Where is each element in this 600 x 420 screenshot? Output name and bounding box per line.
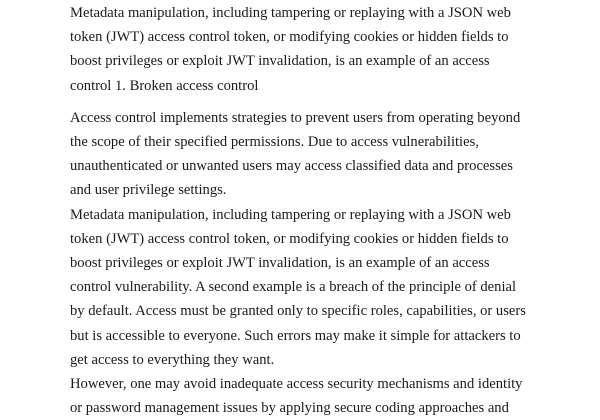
paragraph-jwt-intro: Metadata manipulation, including tampering or replaying with a JSON web token (JWT) access control token, or modifying cookies or hidden fields to boost privileges or exploit JWT invalidation, is an example of an access control 1. Broken access control bbox=[70, 5, 511, 94]
paragraph-mitigation: However, one may avoid inadequate access security mechanisms and identity or password management issues by applying secure coding approaches and bbox=[70, 376, 523, 417]
paragraph-metadata-manipulation: Metadata manipulation, including tampering or replaying with a JSON web token (JWT) access control token, or modifying cookies or hidden fields to boost privileges or exploit JWT invalidation, is an example of an access control vulnerability. A second example is a breach of the principle of denial by default. Access must be granted only to specific roles, capabilities, or users but is accessible to everyone. Such errors may make it simple for attackers to get access to everything they want. bbox=[70, 206, 526, 368]
document-page bbox=[70, 1, 546, 420]
paragraph-spacer bbox=[70, 98, 546, 106]
paragraph-access-control: Access control implements strategies to prevent users from operating beyond the scope of their specified permissions. Due to access vulnerabilities, unauthenticated or unwanted users may access classified data and processes and user privilege settings. bbox=[70, 109, 521, 199]
